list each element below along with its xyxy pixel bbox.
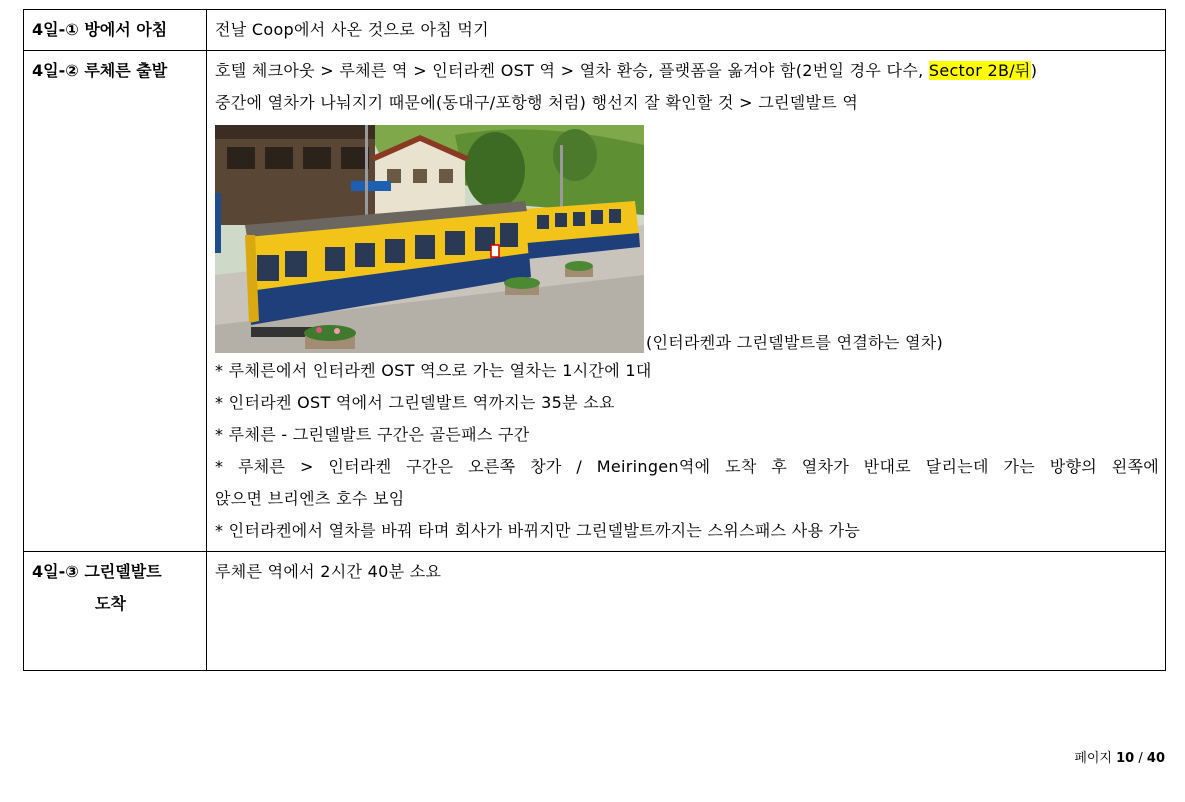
row-content-cell xyxy=(207,10,1166,51)
page-current: 10 xyxy=(1116,751,1135,766)
note-line: * 루체른 - 그린델발트 구간은 골든패스 구간 xyxy=(215,425,530,444)
train-photo xyxy=(215,125,644,353)
table-row xyxy=(24,51,1166,552)
row-label-cell xyxy=(24,552,207,671)
row-content-text: 전날 Coop에서 사온 것으로 아침 먹기 xyxy=(215,20,489,39)
photo-row xyxy=(215,125,1159,353)
row-content-cell xyxy=(207,552,1166,671)
page-prefix: 페이지 xyxy=(1074,751,1112,766)
row-label-cell xyxy=(24,10,207,51)
page-number xyxy=(1074,747,1165,766)
route-text: 호텔 체크아웃 > 루체른 역 > 인터라켄 OST 역 > 열차 환승, 플랫폼을 옮겨야 함(2번일 경우 다수, xyxy=(215,61,929,80)
table-row xyxy=(24,552,1166,671)
page-separator: / xyxy=(1138,751,1143,766)
row-content-cell xyxy=(207,51,1166,552)
table-row xyxy=(24,10,1166,51)
note-line: * 인터라켄에서 열차를 바꿔 타며 회사가 바뀌지만 그린델발트까지는 스위스패스 사용 가능 xyxy=(215,521,861,540)
route-line-2: 중간에 열차가 나눠지기 때문에(동대구/포항행 처럼) 행선지 잘 확인할 것 > 그린델발트 역 xyxy=(215,93,859,112)
row-label-cell xyxy=(24,51,207,552)
route-text-end: ) xyxy=(1030,61,1038,80)
row-content-text: 루체른 역에서 2시간 40분 소요 xyxy=(215,562,442,581)
row-label xyxy=(24,552,206,620)
note-line: * 인터라켄 OST 역에서 그린델발트 역까지는 35분 소요 xyxy=(215,393,615,412)
itinerary-table xyxy=(23,9,1166,671)
note-line: * 루체른 > 인터라켄 구간은 오른쪽 창가 / Meiringen역에 도착 후 열차가 반대로 달리는데 가는 방향의 왼쪽에 xyxy=(215,457,1159,476)
row-label: 4일-② 루체른 출발 xyxy=(32,61,168,80)
note-line: * 루체른에서 인터라켄 OST 역으로 가는 열차는 1시간에 1대 xyxy=(215,361,652,380)
note-line: 앉으면 브리엔츠 호수 보임 xyxy=(215,489,405,508)
row-label-line: 4일-③ 그린델발트 xyxy=(32,562,162,581)
row-label-line: 도착 xyxy=(95,594,126,613)
page-total: 40 xyxy=(1146,751,1165,766)
route-line xyxy=(215,55,1159,87)
row-label: 4일-① 방에서 아침 xyxy=(32,20,168,39)
highlighted-sector: Sector 2B/뒤 xyxy=(928,61,1031,80)
photo-caption: (인터라켄과 그린델발트를 연결하는 열차) xyxy=(646,333,944,352)
